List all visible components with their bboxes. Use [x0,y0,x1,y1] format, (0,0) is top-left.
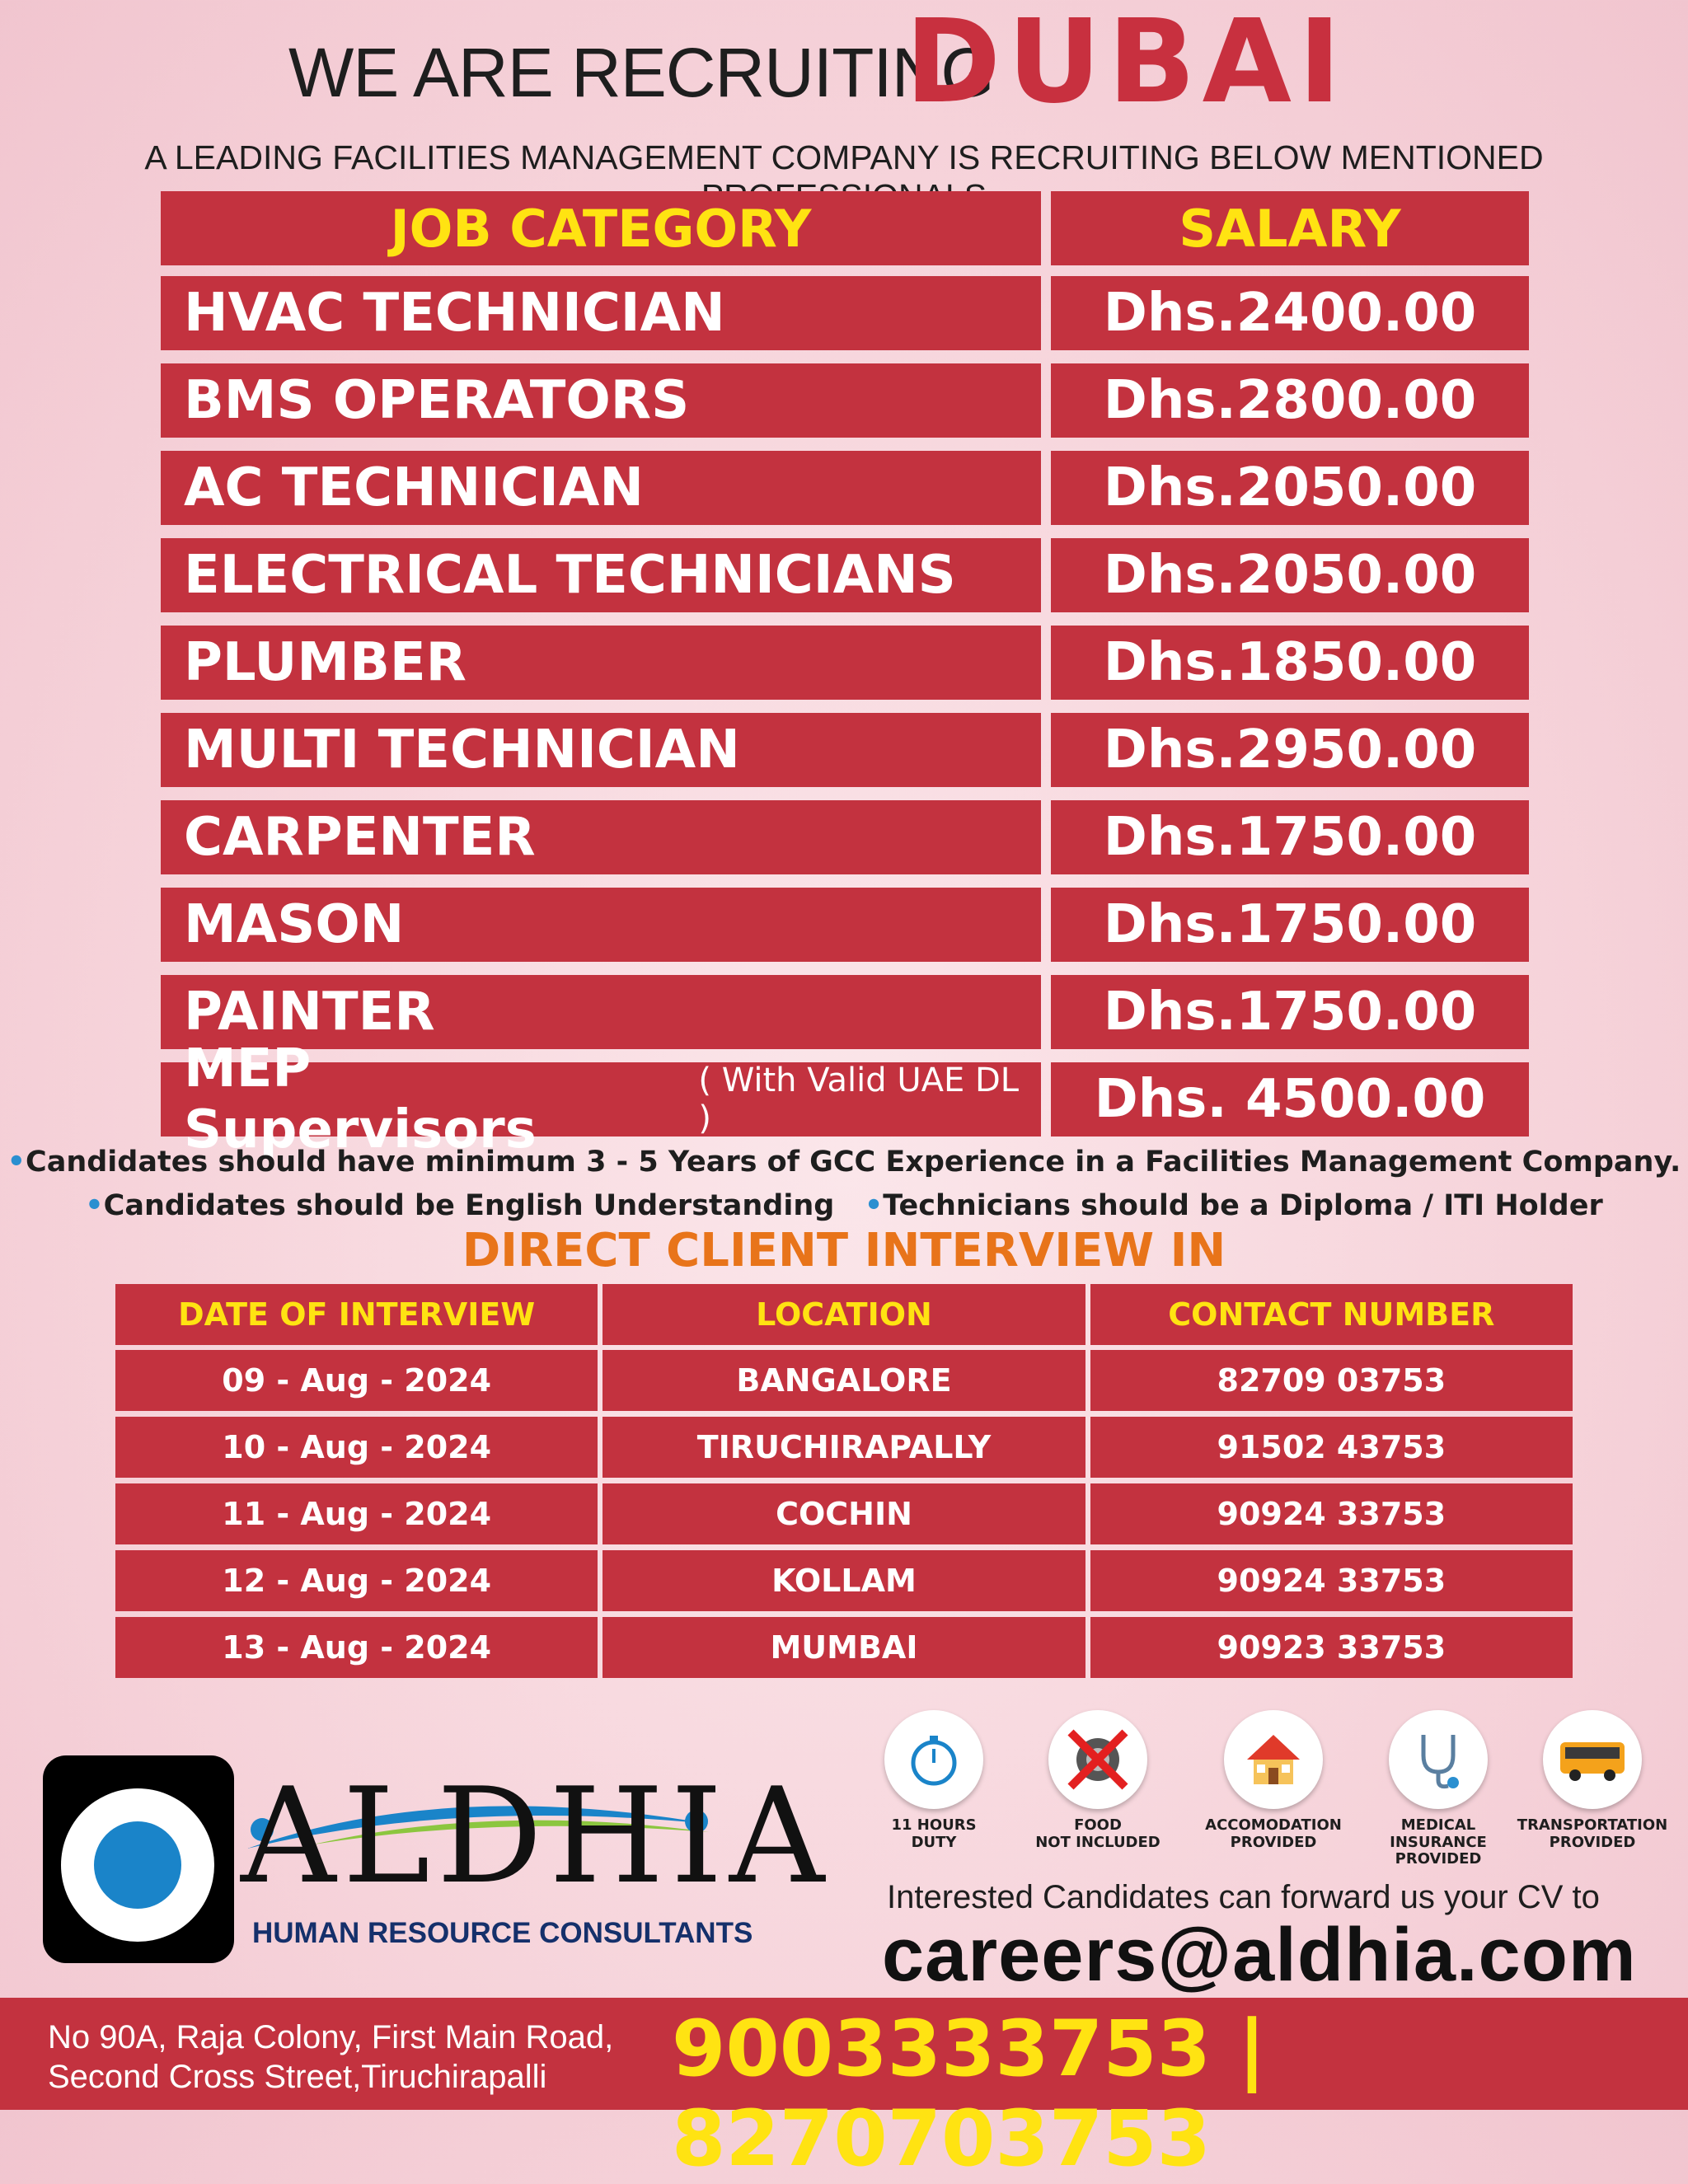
food-crossed-icon [1048,1710,1147,1809]
interview-section-title: DIRECT CLIENT INTERVIEW IN [462,1224,1226,1277]
job-category-name: MEP Supervisors [184,1038,537,1160]
interview-location: BANGALORE [603,1350,1085,1411]
interview-table-header [115,1284,1573,1345]
job-category-header: JOB CATEGORY [161,191,1041,265]
job-category: HVAC TECHNICIAN [161,276,1041,350]
house-icon [1224,1710,1323,1809]
job-salary: Dhs. 4500.00 [1051,1062,1529,1137]
job-row [161,1038,1529,1160]
company-logo-icon [43,1755,234,1963]
benefit-transportation: TRANSPORTATION PROVIDED [1510,1710,1675,1851]
header-city-title: DUBAI [905,0,1348,129]
location-header: LOCATION [603,1284,1085,1345]
interview-date: 12 - Aug - 2024 [115,1550,598,1611]
interview-row [115,1417,1573,1478]
job-category [161,1038,1041,1160]
cv-instruction: Interested Candidates can forward us your CV to [887,1879,1600,1915]
header-recruiting-text: WE ARE RECRUITING [288,34,994,111]
header-subtitle: A LEADING FACILITIES MANAGEMENT COMPANY IS RECRUITING BELOW MENTIONED [144,138,1544,176]
interview-date: 10 - Aug - 2024 [115,1417,598,1478]
interview-row [115,1617,1573,1678]
job-row [161,276,1529,350]
interview-row [115,1483,1573,1544]
job-salary: Dhs.1750.00 [1051,800,1529,874]
job-row [161,538,1529,612]
job-salary: Dhs.1750.00 [1051,888,1529,962]
job-salary: Dhs.2950.00 [1051,713,1529,787]
interview-contact: 82709 03753 [1090,1350,1573,1411]
date-header: DATE OF INTERVIEW [115,1284,598,1345]
job-category: MULTI TECHNICIAN [161,713,1041,787]
benefit-medical: MEDICAL INSURANCE PROVIDED [1356,1710,1521,1868]
job-category: CARPENTER [161,800,1041,874]
interview-location: MUMBAI [603,1617,1085,1678]
job-salary: Dhs.2050.00 [1051,451,1529,525]
bus-icon [1543,1710,1642,1809]
interview-row [115,1350,1573,1411]
interview-contact: 90923 33753 [1090,1617,1573,1678]
contact-header: CONTACT NUMBER [1090,1284,1573,1345]
job-category: PAINTER [161,975,1041,1049]
job-salary: Dhs.2050.00 [1051,538,1529,612]
company-name: ALDHIA [241,1759,832,1913]
interview-date: 09 - Aug - 2024 [115,1350,598,1411]
interview-location: TIRUCHIRAPALLY [603,1417,1085,1478]
job-table-header [161,191,1529,265]
job-row [161,451,1529,525]
requirement-note-1: •Candidates should have minimum 3 - 5 Years of GCC Experience in a Facilities Management Company. [7,1146,1681,1179]
job-category: BMS OPERATORS [161,363,1041,438]
interview-date: 13 - Aug - 2024 [115,1617,598,1678]
job-category: PLUMBER [161,626,1041,700]
contact-email-link[interactable]: careers@aldhia.com [882,1913,1637,1997]
interview-location: KOLLAM [603,1550,1085,1611]
stethoscope-icon [1389,1710,1488,1809]
job-salary: Dhs.1850.00 [1051,626,1529,700]
job-category: MASON [161,888,1041,962]
job-salary: Dhs.1750.00 [1051,975,1529,1049]
bullet-dot-icon: • [7,1146,26,1179]
stopwatch-icon [884,1710,983,1809]
job-row [161,713,1529,787]
requirement-note-2: •Candidates should be English Understanding •Technicians should be a Diploma / ITI Holder [85,1189,1603,1222]
benefit-food: FOOD NOT INCLUDED [1015,1710,1180,1851]
job-row [161,888,1529,962]
bullet-dot-icon: • [85,1189,104,1222]
interview-date: 11 - Aug - 2024 [115,1483,598,1544]
job-category: ELECTRICAL TECHNICIANS [161,538,1041,612]
interview-contact: 91502 43753 [1090,1417,1573,1478]
company-tagline: HUMAN RESOURCE CONSULTANTS [252,1917,753,1949]
bullet-dot-icon: • [864,1189,884,1222]
salary-header: SALARY [1051,191,1529,265]
company-address: No 90A, Raja Colony, First Main Road, Second Cross Street,Tiruchirapalli [48,2019,614,2095]
job-row [161,800,1529,874]
interview-row [115,1550,1573,1611]
job-row [161,363,1529,438]
job-category: AC TECHNICIAN [161,451,1041,525]
interview-contact: 90924 33753 [1090,1550,1573,1611]
contact-phones[interactable]: 9003333753 | 8270703753 [672,2004,1267,2184]
job-salary: Dhs.2400.00 [1051,276,1529,350]
job-row [161,626,1529,700]
interview-location: COCHIN [603,1483,1085,1544]
job-salary: Dhs.2800.00 [1051,363,1529,438]
benefit-duty: 11 HOURS DUTY [851,1710,1016,1851]
interview-contact: 90924 33753 [1090,1483,1573,1544]
benefit-accommodation: ACCOMODATION PROVIDED [1191,1710,1356,1851]
job-category-note: ( With Valid UAE DL ) [698,1062,1020,1137]
